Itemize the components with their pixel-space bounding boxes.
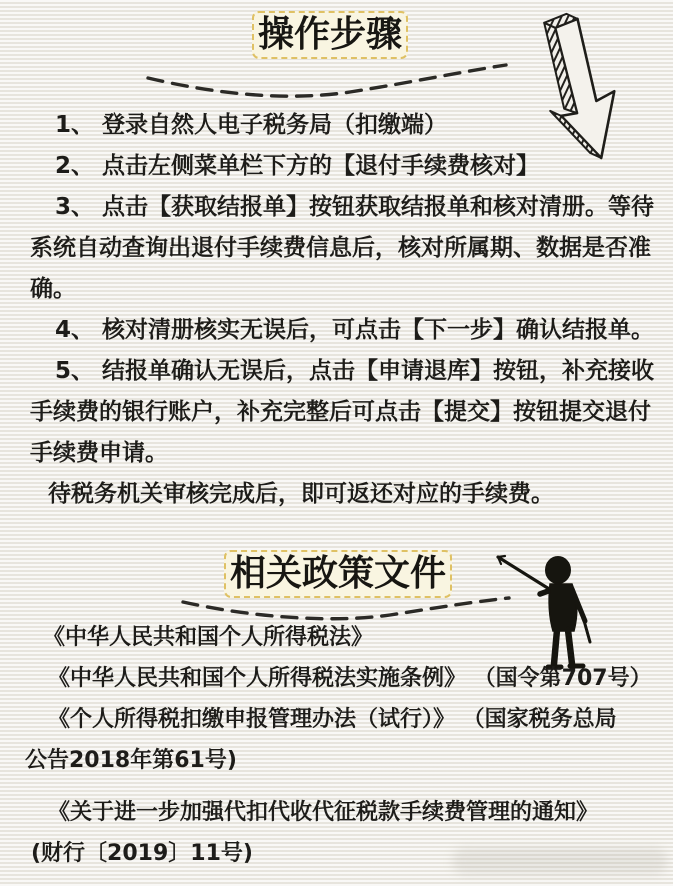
step-line: 系统自动查询出退付手续费信息后，核对所属期、数据是否准	[30, 235, 651, 261]
step-line: 2、 点击左侧菜单栏下方的【退付手续费核对】	[55, 153, 540, 179]
step-line: 确。	[30, 276, 76, 302]
section-title-steps-badge	[252, 11, 408, 59]
step-line: 5、 结报单确认无误后，点击【申请退库】按钮，补充接收	[55, 358, 655, 384]
step-line: 4、 核对清册核实无误后，可点击【下一步】确认结报单。	[55, 317, 655, 343]
policy-doc-line: (财行〔2019〕11号)	[31, 841, 253, 866]
steps-list	[30, 105, 660, 515]
step-line: 3、 点击【获取结报单】按钮获取结报单和核对清册。等待	[55, 194, 655, 220]
watermark-smudge	[452, 847, 668, 875]
step-line: 1、 登录自然人电子税务局（扣缴端）	[55, 112, 448, 138]
policy-doc-line: 《中华人民共和国个人所得税法实施条例》 （国令第707号）	[48, 666, 652, 691]
dashed-divider-icon	[140, 58, 520, 108]
section-title-steps: 操作步骤	[258, 14, 403, 55]
policy-doc-list	[25, 617, 665, 874]
policy-doc-line: 公告2018年第61号)	[25, 748, 237, 773]
policy-doc-line: 《个人所得税扣缴申报管理办法（试行）》 （国家税务总局	[48, 707, 617, 732]
step-line: 手续费申请。	[30, 440, 168, 466]
policy-doc-line: 《关于进一步加强代扣代收代征税款手续费管理的通知》	[48, 800, 599, 825]
policy-doc-line: 《中华人民共和国个人所得税法》	[43, 625, 374, 650]
step-line: 待税务机关审核完成后，即可返还对应的手续费。	[48, 481, 554, 507]
section-title-policies: 相关政策文件	[230, 553, 447, 594]
step-line: 手续费的银行账户，补充完整后可点击【提交】按钮提交退付	[30, 399, 651, 425]
